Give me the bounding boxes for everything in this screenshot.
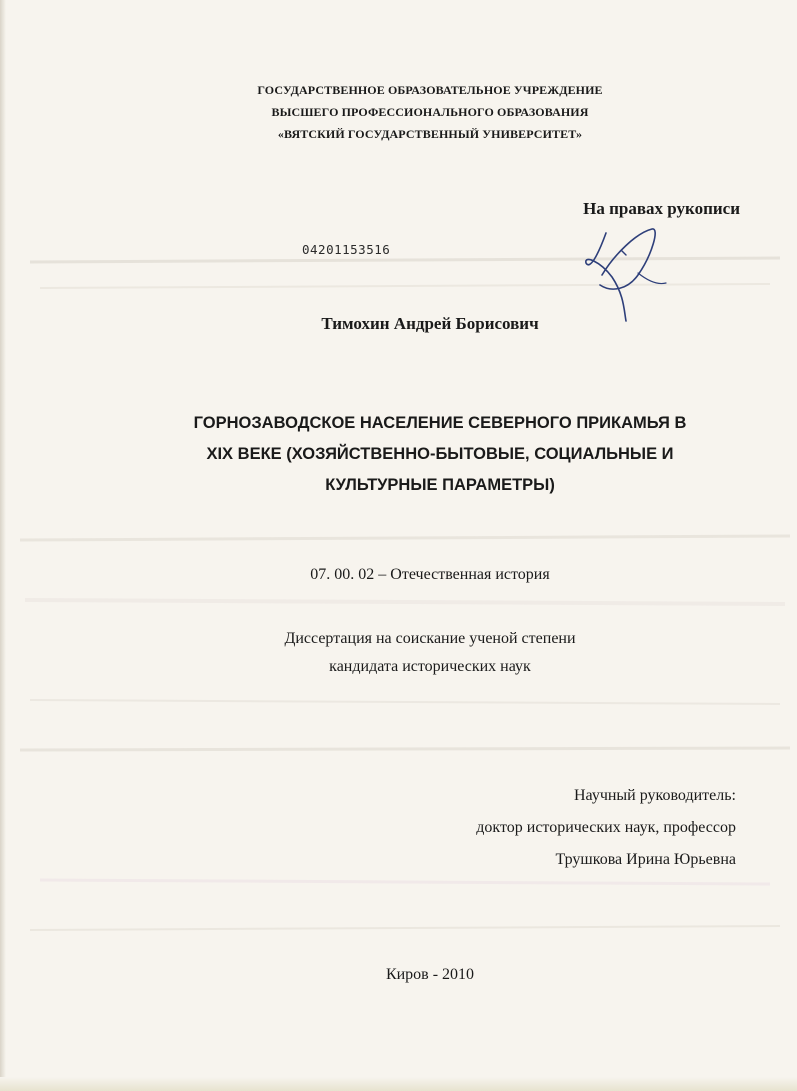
author-name: Тимохин Андрей Борисович [321,314,539,333]
institution-header [130,79,730,145]
title-line: XIX ВЕКЕ (ХОЗЯЙСТВЕННО-БЫТОВЫЕ, СОЦИАЛЬНЫЕ И [206,445,674,463]
scan-left-edge [0,0,6,1091]
scan-bottom-edge [0,1077,797,1091]
registration-number: 04201153516 [302,242,391,257]
institution-line: ВЫСШЕГО ПРОФЕССИОНАЛЬНОГО ОБРАЗОВАНИЯ [271,105,589,119]
dissertation-title [90,408,790,501]
institution-line: «ВЯТСКИЙ ГОСУДАРСТВЕННЫЙ УНИВЕРСИТЕТ» [277,127,583,141]
supervisor-credentials: доктор исторических наук, профессор [476,819,736,836]
rights-notice: На правах рукописи [583,199,740,218]
degree-statement [150,625,710,681]
title-line: ГОРНОЗАВОДСКОЕ НАСЕЛЕНИЕ СЕВЕРНОГО ПРИКАМЬЯ В [193,414,687,432]
supervisor-name: Трушкова Ирина Юрьевна [555,851,736,868]
institution-line: ГОСУДАРСТВЕННОЕ ОБРАЗОВАТЕЛЬНОЕ УЧРЕЖДЕНИЕ [257,83,603,97]
degree-line: кандидата исторических наук [329,658,531,675]
handwritten-signature [578,215,668,325]
supervisor-block [330,780,736,876]
title-line: КУЛЬТУРНЫЕ ПАРАМЕТРЫ) [325,476,555,494]
city-year: Киров - 2010 [385,966,475,983]
supervisor-label: Научный руководитель: [573,787,736,804]
degree-line: Диссертация на соискание ученой степени [284,630,576,647]
speciality-code: 07. 00. 02 – Отечественная история [310,566,550,583]
